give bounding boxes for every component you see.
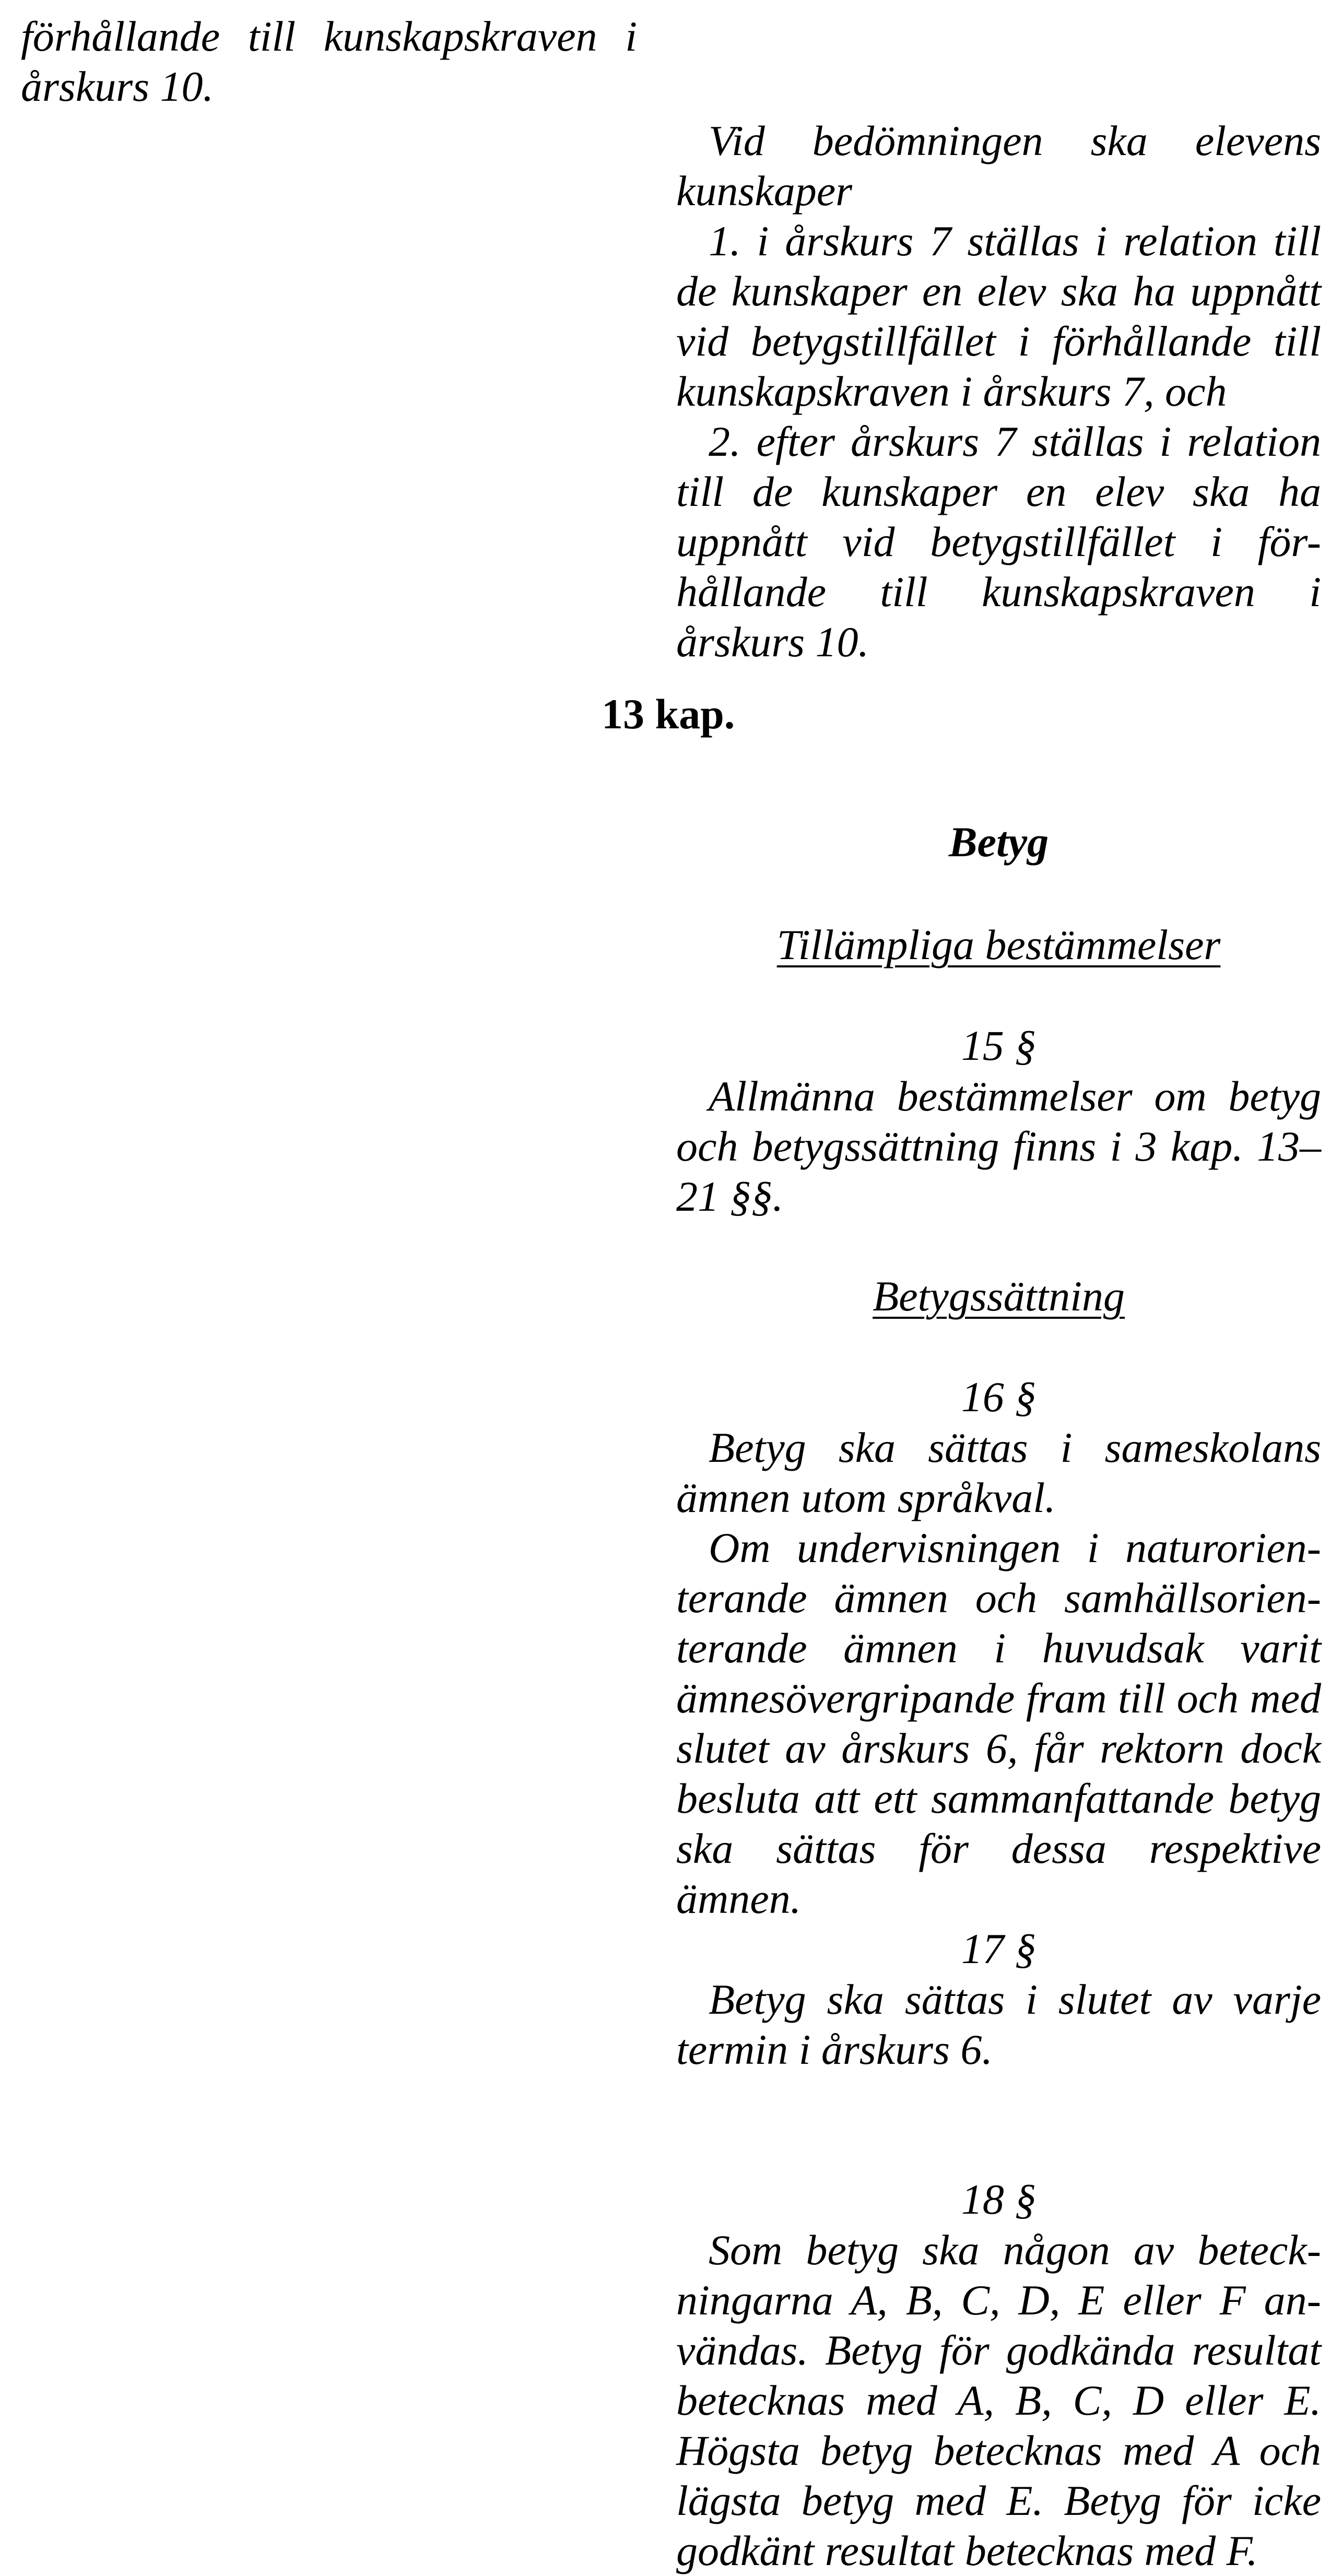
assessment-intro: Vid bedömningen ska elevens kunskaper	[676, 117, 1321, 215]
assessment-block	[676, 116, 1321, 667]
chapter-heading: 13 kap.	[602, 690, 735, 738]
paragraph-17-number: 17 §	[961, 1925, 1037, 1972]
left-line-2: årskurs 10.	[21, 63, 214, 110]
paragraph-15-text: Allmänna bestämmelser om betyg och betygssättning finns i 3 kap. 13– 21 §§.	[676, 1072, 1321, 1220]
paragraph-18-text: Som betyg ska någon av beteck- ningarna A, B, C, D, E eller F an- vändas. Betyg för godkända resultat betecknas med A, B, C, D eller E. Högsta betyg betecknas med A och lägsta betyg med E. Betyg för icke godkänt resultat betecknas med F.	[676, 2226, 1321, 2574]
paragraph-17	[676, 1975, 1321, 2075]
paragraph-16-text-1: Betyg ska sättas i sameskolans ämnen utom språkval.	[676, 1424, 1321, 1521]
subheading-wrapper-2	[676, 1271, 1321, 1321]
paragraph-15-number: 15 §	[961, 1022, 1037, 1069]
left-column-text	[21, 11, 637, 112]
paragraph-16	[676, 1423, 1321, 1924]
subheading-applicable-provisions: Tillämpliga bestämmelser	[776, 921, 1221, 968]
subheading-wrapper-1	[676, 920, 1321, 970]
left-line-1: förhållande till kunskapskraven i	[21, 13, 637, 60]
paragraph-18-number: 18 §	[961, 2176, 1037, 2223]
paragraph-17-text: Betyg ska sättas i slutet av varje termin i årskurs 6.	[676, 1976, 1321, 2073]
assessment-item-2: 2. efter årskurs 7 ställas i relation till de kunskaper en elev ska ha uppnått vid betygstillfället i för- hållande till kunskapskraven i årskurs 10.	[676, 418, 1321, 666]
paragraph-18	[676, 2225, 1321, 2576]
paragraph-15	[676, 1071, 1321, 1222]
assessment-item-1: 1. i årskurs 7 ställas i relation till de kunskaper en elev ska ha uppnått vid betygstillfället i förhållande till kunskapskraven i årskurs 7, och	[676, 217, 1321, 415]
subheading-grading: Betygssättning	[873, 1272, 1125, 1320]
paragraph-16-text-2: Om undervisningen i naturorien- terande ämnen och samhällsorien- terande ämnen i huvudsak varit ämnesövergripande fram till och med slutet av årskurs 6, får rektorn dock besluta att ett sammanfattande betyg ska sättas för dessa respektive ämnen.	[676, 1524, 1321, 1922]
section-heading: Betyg	[948, 818, 1049, 866]
paragraph-16-number: 16 §	[961, 1373, 1037, 1421]
